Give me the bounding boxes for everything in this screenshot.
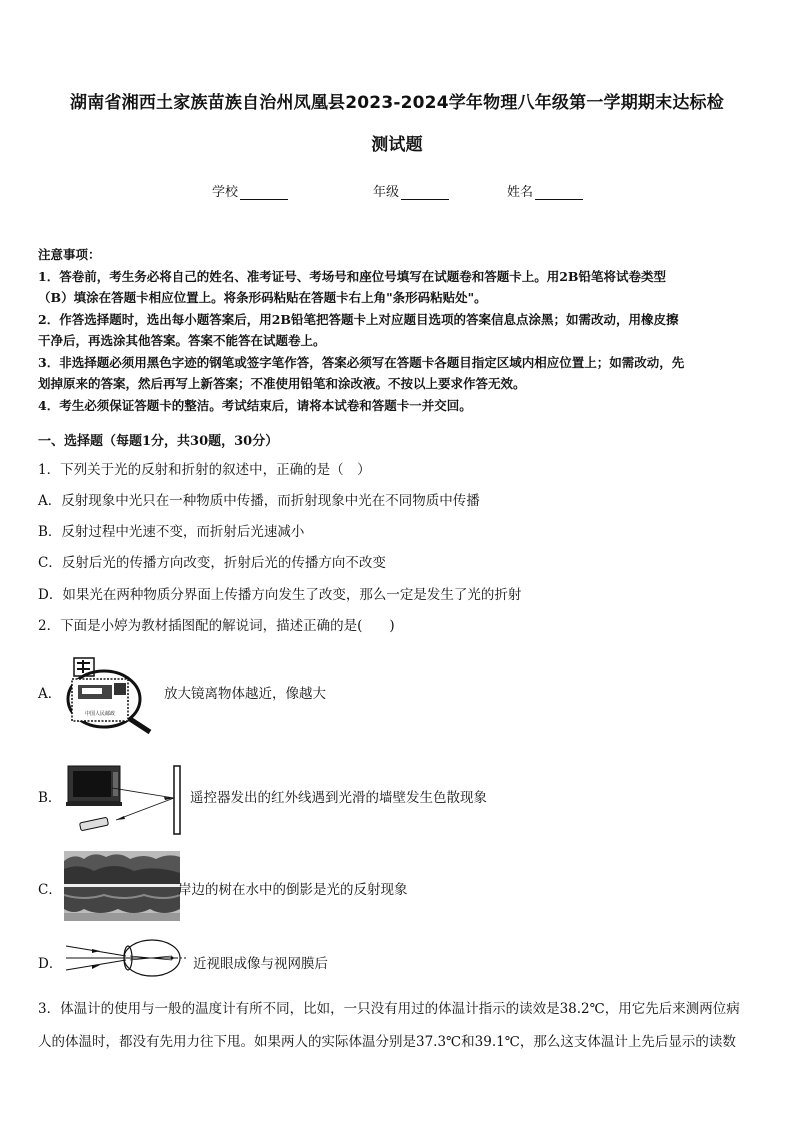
school-blank[interactable]	[240, 187, 288, 200]
school-field[interactable]	[212, 181, 288, 200]
notice-line: 干净后，再选涂其他答案。答案不能答在试题卷上。	[38, 333, 326, 348]
exam-title-continued: 测试题	[371, 135, 423, 155]
question-3-line: 3．体温计的使用与一般的温度计有所不同，比如，一只没有用过的体温计指示的读效是38.2℃，用它先后来测两位病	[38, 1001, 740, 1017]
question-1-option-b: B．反射过程中光速不变，而折射后光速减小	[38, 524, 305, 540]
notice-heading: 注意事项：	[38, 247, 101, 262]
grade-label: 年级	[373, 185, 400, 200]
stamp-label: 中国人民邮政	[84, 711, 116, 717]
question-3-stem	[38, 993, 760, 1059]
question-1-stem: 1．下列关于光的反射和折射的叙述中，正确的是（ ）	[38, 462, 371, 478]
notice-line: 1．答卷前，考生务必将自己的姓名、准考证号、考场号和座位号填写在试题卷和答题卡上。用2B铅笔将试卷类型	[38, 268, 666, 284]
school-label: 学校	[212, 185, 239, 200]
question-1-option-a: A．反射现象中光只在一种物质中传播，而折射现象中光在不同物质中传播	[38, 493, 480, 509]
notice-line: 划掉原来的答案，然后再写上新答案；不准使用铅笔和涂改液。不按以上要求作答无效。	[38, 376, 526, 391]
question-2-option-c-text: 岸边的树在水中的倒影是光的反射现象	[178, 882, 408, 898]
tv-remote-wall-figure	[64, 762, 184, 836]
question-2-option-a-label: A．	[38, 686, 62, 702]
notice-line: 4．考生必须保证答题卡的整洁。考试结束后，请将本试卷和答题卡一并交回。	[38, 397, 472, 413]
name-field[interactable]	[507, 181, 583, 200]
notice-line: 2．作答选择题时，选出每小题答案后，用2B铅笔把答题卡上对应题目选项的答案信息点涂黑；如需改动，用橡皮擦	[38, 311, 679, 327]
name-label: 姓名	[507, 185, 534, 200]
magnifier-stamp-figure	[62, 655, 158, 735]
section-heading: 一、选择题（每题1分，共30题，30分）	[38, 434, 279, 449]
question-2-option-c-label: C．	[38, 882, 62, 898]
tree-reflection-photo	[64, 851, 180, 921]
question-2-option-d-text: 近视眼成像与视网膜后	[193, 956, 328, 972]
notice-block	[38, 244, 760, 416]
notice-line: 3．非选择题必须用黑色字迹的钢笔或签字笔作答，答案必须写在答题卡各题目指定区域内相应位置上；如需改动，先	[38, 354, 685, 370]
question-1-option-c: C．反射后光的传播方向改变，折射后光的传播方向不改变	[38, 555, 386, 571]
name-blank[interactable]	[535, 187, 583, 200]
notice-line: （B）填涂在答题卡相应位置上。将条形码粘贴在答题卡右上角"条形码粘贴处"。	[38, 290, 487, 305]
exam-title: 湖南省湘西土家族苗族自治州凤凰县2023-2024学年物理八年级第一学期期末达标检	[70, 93, 724, 113]
question-2-option-b-text: 遥控器发出的红外线遇到光滑的墙壁发生色散现象	[190, 790, 487, 806]
grade-blank[interactable]	[401, 187, 449, 200]
question-2-option-a-text: 放大镜离物体越近，像越大	[164, 686, 326, 702]
grade-field[interactable]	[373, 181, 449, 200]
question-2-stem: 2．下面是小婷为教材插图配的解说词，描述正确的是( )	[38, 618, 395, 634]
question-2-option-b-label: B．	[38, 790, 62, 806]
question-3-line: 人的体温时，都没有先用力往下甩。如果两人的实际体温分别是37.3℃和39.1℃，那么这支体温计上先后显示的读数	[38, 1034, 736, 1050]
question-2-option-d-label: D．	[38, 956, 63, 972]
question-1-option-d: D．如果光在两种物质分界面上传播方向发生了改变，那么一定是发生了光的折射	[38, 587, 522, 603]
myopia-eye-diagram	[64, 938, 190, 978]
